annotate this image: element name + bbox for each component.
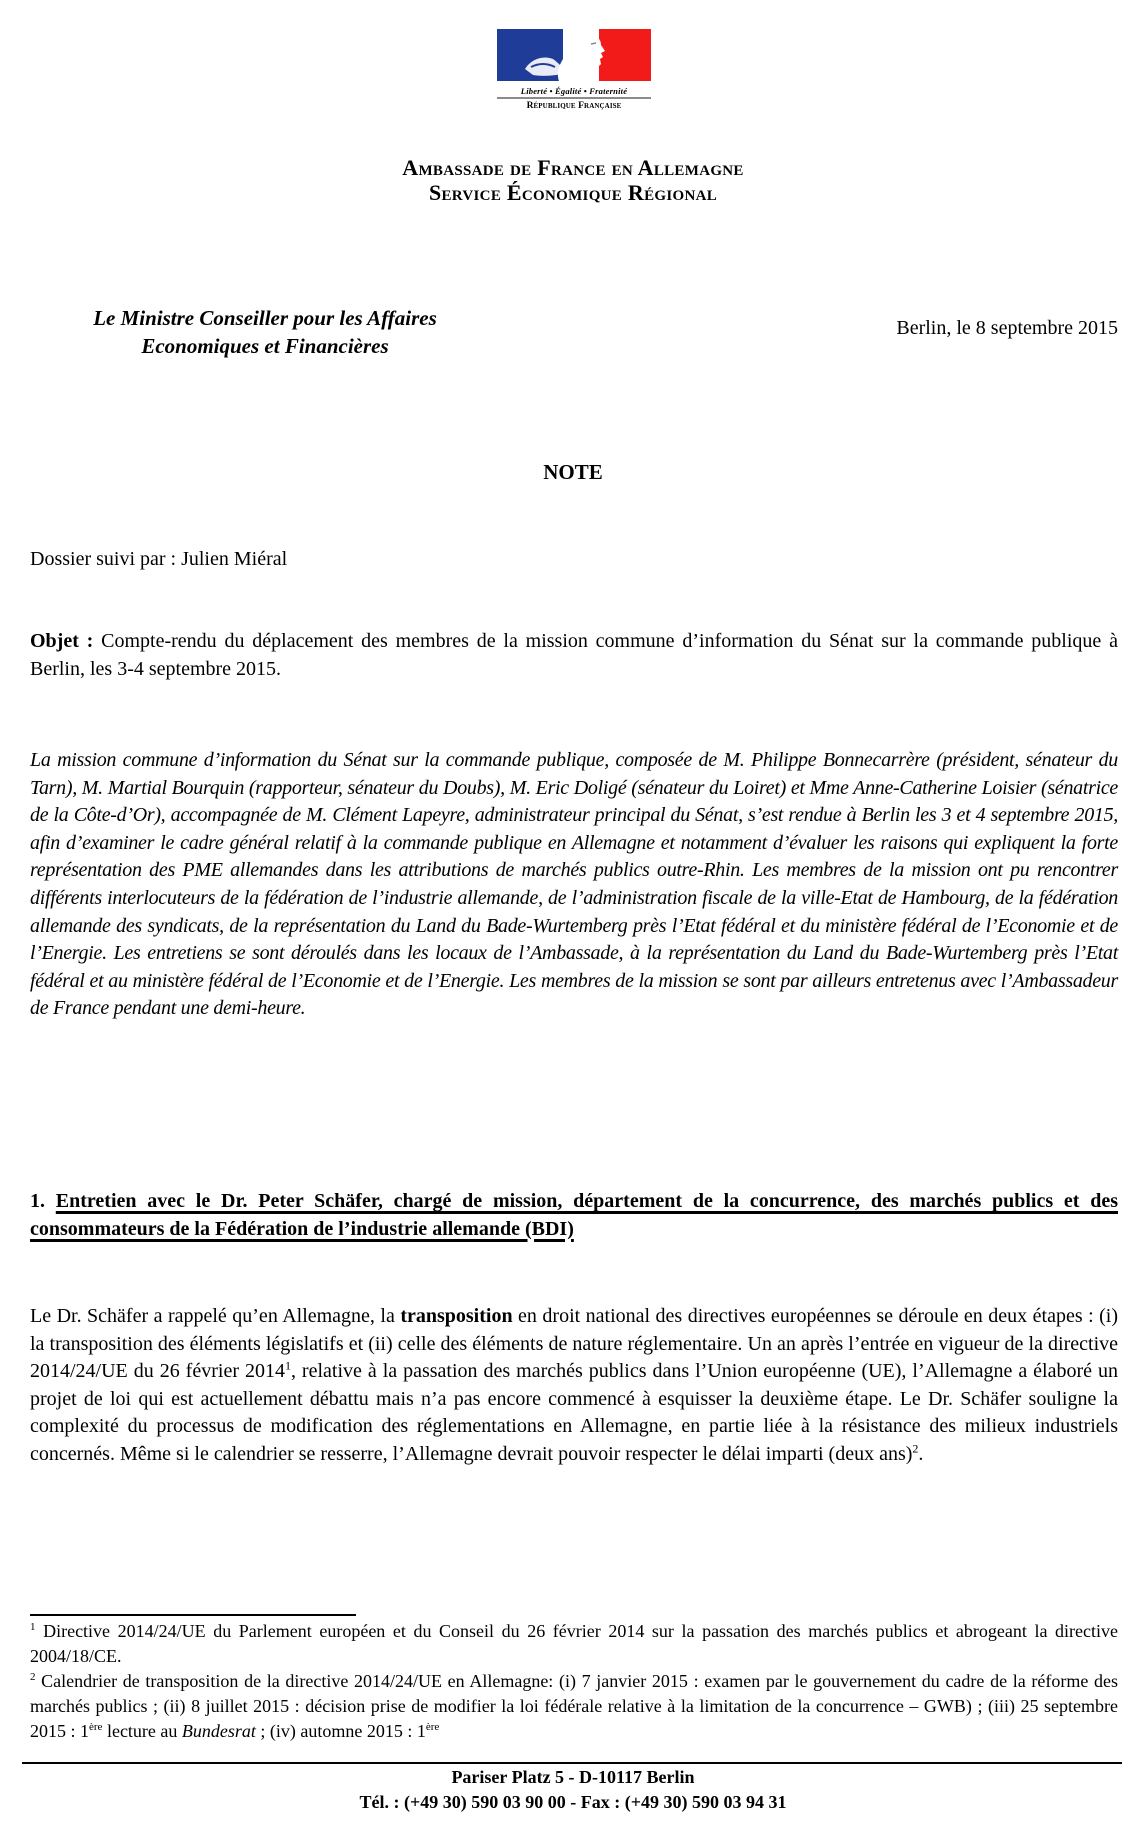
logo-republique: République Française bbox=[526, 101, 622, 111]
body-text: en droit national des directives européennes se déroule en deux étapes : (i) la transposition des éléments législatifs et (ii) celle des éléments de nature réglementaire. Un an après l’entrée en vigueur de la directive 2014/24/UE du 26 février 2014 bbox=[30, 1305, 1118, 1383]
marianne-flag-icon bbox=[497, 29, 651, 81]
footnote-1-text: Directive 2014/24/UE du Parlement européen et du Conseil du 26 février 2014 sur la passation des marchés publics et abrogeant la directive 2004/18/CE. bbox=[30, 1621, 1118, 1666]
footer-contact: Tél. : (+49 30) 590 03 90 00 - Fax : (+49 30) 590 03 94 31 bbox=[359, 1792, 787, 1812]
objet-label: Objet : bbox=[30, 630, 94, 652]
section-1-body bbox=[30, 1303, 1118, 1469]
footnote-2-text: ; (iv) automne 2015 : 1 bbox=[255, 1721, 426, 1741]
footnote-2-text: Calendrier de transposition de la directive 2014/24/UE en Allemagne: (i) 7 janvier 2015 : examen par le gouvernement du cadre de la réforme des marchés publics ; (ii) 8 juillet 2015 : décision prise de modifier la loi fédérale relative à la limitation de la concurrence – GWB) ; (iii) 25 septembre 2015 : 1 bbox=[30, 1671, 1118, 1741]
footnote-2-superscript: ère bbox=[89, 1721, 103, 1733]
footnote-ref-1[interactable]: 1 bbox=[284, 1358, 291, 1373]
document-date: Berlin, le 8 septembre 2015 bbox=[896, 317, 1118, 339]
header-embassy: Ambassade de France en Allemagne bbox=[402, 155, 744, 180]
section-1-title: Entretien avec le Dr. Peter Schäfer, chargé de mission, département de la concurrence, des marchés publics et des consommateurs de la Fédération de l’industrie allemande (BDI) bbox=[30, 1190, 1118, 1240]
body-bold-transposition: transposition bbox=[400, 1305, 513, 1327]
footnote-ref-2[interactable]: 2 bbox=[912, 1441, 919, 1456]
footer-separator bbox=[22, 1762, 1122, 1764]
footnote-2-superscript: ère bbox=[425, 1721, 440, 1733]
section-1-number: 1. bbox=[30, 1190, 56, 1212]
republique-francaise-logo bbox=[497, 29, 651, 112]
sender-line-2: Economiques et Financières bbox=[141, 334, 389, 358]
footnote-1 bbox=[30, 1619, 1118, 1669]
footnotes bbox=[30, 1619, 1118, 1744]
objet-paragraph bbox=[30, 628, 1118, 683]
logo-motto: Liberté • Égalité • Fraternité bbox=[520, 86, 628, 96]
logo-rule bbox=[497, 97, 651, 99]
intro-paragraph: La mission commune d’information du Sénat sur la commande publique, composée de M. Philippe Bonnecarrère (président, sénateur du Tarn), M. Martial Bourquin (rapporteur, sénateur du Doubs), M. Eric Doligé (sénateur du Loiret) et Mme Anne-Catherine Loisier (sénatrice de la Côte-d’Or), accompagnée de M. Clément Lapeyre, administrateur principal du Sénat, s’est rendue à Berlin les 3 et 4 septembre 2015, afin d’examiner le cadre général relatif à la commande publique en Allemagne et notamment d’évaluer les raisons qui expliquent la forte représentation des PME allemandes dans les attributions de marchés publics outre-Rhin. Les membres de la mission ont pu rencontrer différents interlocuteurs de la fédération de l’industrie allemande, de l’administration fiscale de la ville-Etat de Hambourg, de la fédération allemande des syndicats, de la représentation du Land du Bade-Wurtemberg près l’Etat fédéral et du ministère fédéral de l’Economie et de l’Energie. Les entretiens se sont déroulés dans les locaux de l’Ambassade, à la représentation du Land du Bade-Wurtemberg près l’Etat fédéral et au ministère fédéral de l’Economie et de l’Energie. Les membres de la mission se sont par ailleurs entretenus avec l’Ambassadeur de France pendant une demi-heure. bbox=[30, 749, 1118, 1020]
dossier-line: Dossier suivi par : Julien Miéral bbox=[30, 548, 288, 570]
sender-block bbox=[30, 304, 500, 360]
body-text: Le Dr. Schäfer a rappelé qu’en Allemagne, la bbox=[30, 1305, 401, 1327]
footnote-2-number: 2 bbox=[30, 1671, 36, 1683]
footnote-2-bundesrat: Bundesrat bbox=[181, 1721, 256, 1741]
objet-text: Compte-rendu du déplacement des membres de la mission commune d’information du Sénat sur la commande publique à Berlin, les 3-4 septembre 2015. bbox=[30, 630, 1118, 680]
sender-line-1: Le Ministre Conseiller pour les Affaires bbox=[93, 306, 437, 330]
body-text: , relative à la passation des marchés publics dans l’Union européenne (UE), l’Allemagne a élaboré un projet de loi qui est actuellement débattu mais n’a pas encore commencé à esquisser la deuxième étape. Le Dr. Schäfer souligne la complexité du processus de modification des réglementations en Allemagne, en partie liée à la résistance des milieux industriels concernés. Même si le calendrier se resserre, l’Allemagne devrait pouvoir respecter le délai imparti (deux ans) bbox=[30, 1360, 1118, 1465]
footnote-separator bbox=[30, 1614, 356, 1616]
footnote-2-text: lecture au bbox=[102, 1721, 182, 1741]
body-text: . bbox=[918, 1442, 924, 1465]
document-title: NOTE bbox=[543, 460, 603, 484]
marianne-profile-icon bbox=[497, 29, 651, 81]
footnote-2 bbox=[30, 1669, 1118, 1744]
section-1-heading bbox=[30, 1188, 1118, 1243]
footnote-1-number: 1 bbox=[30, 1621, 36, 1633]
footer-address: Pariser Platz 5 - D-10117 Berlin bbox=[451, 1767, 695, 1787]
header-service: Service Économique Régional bbox=[428, 180, 718, 205]
